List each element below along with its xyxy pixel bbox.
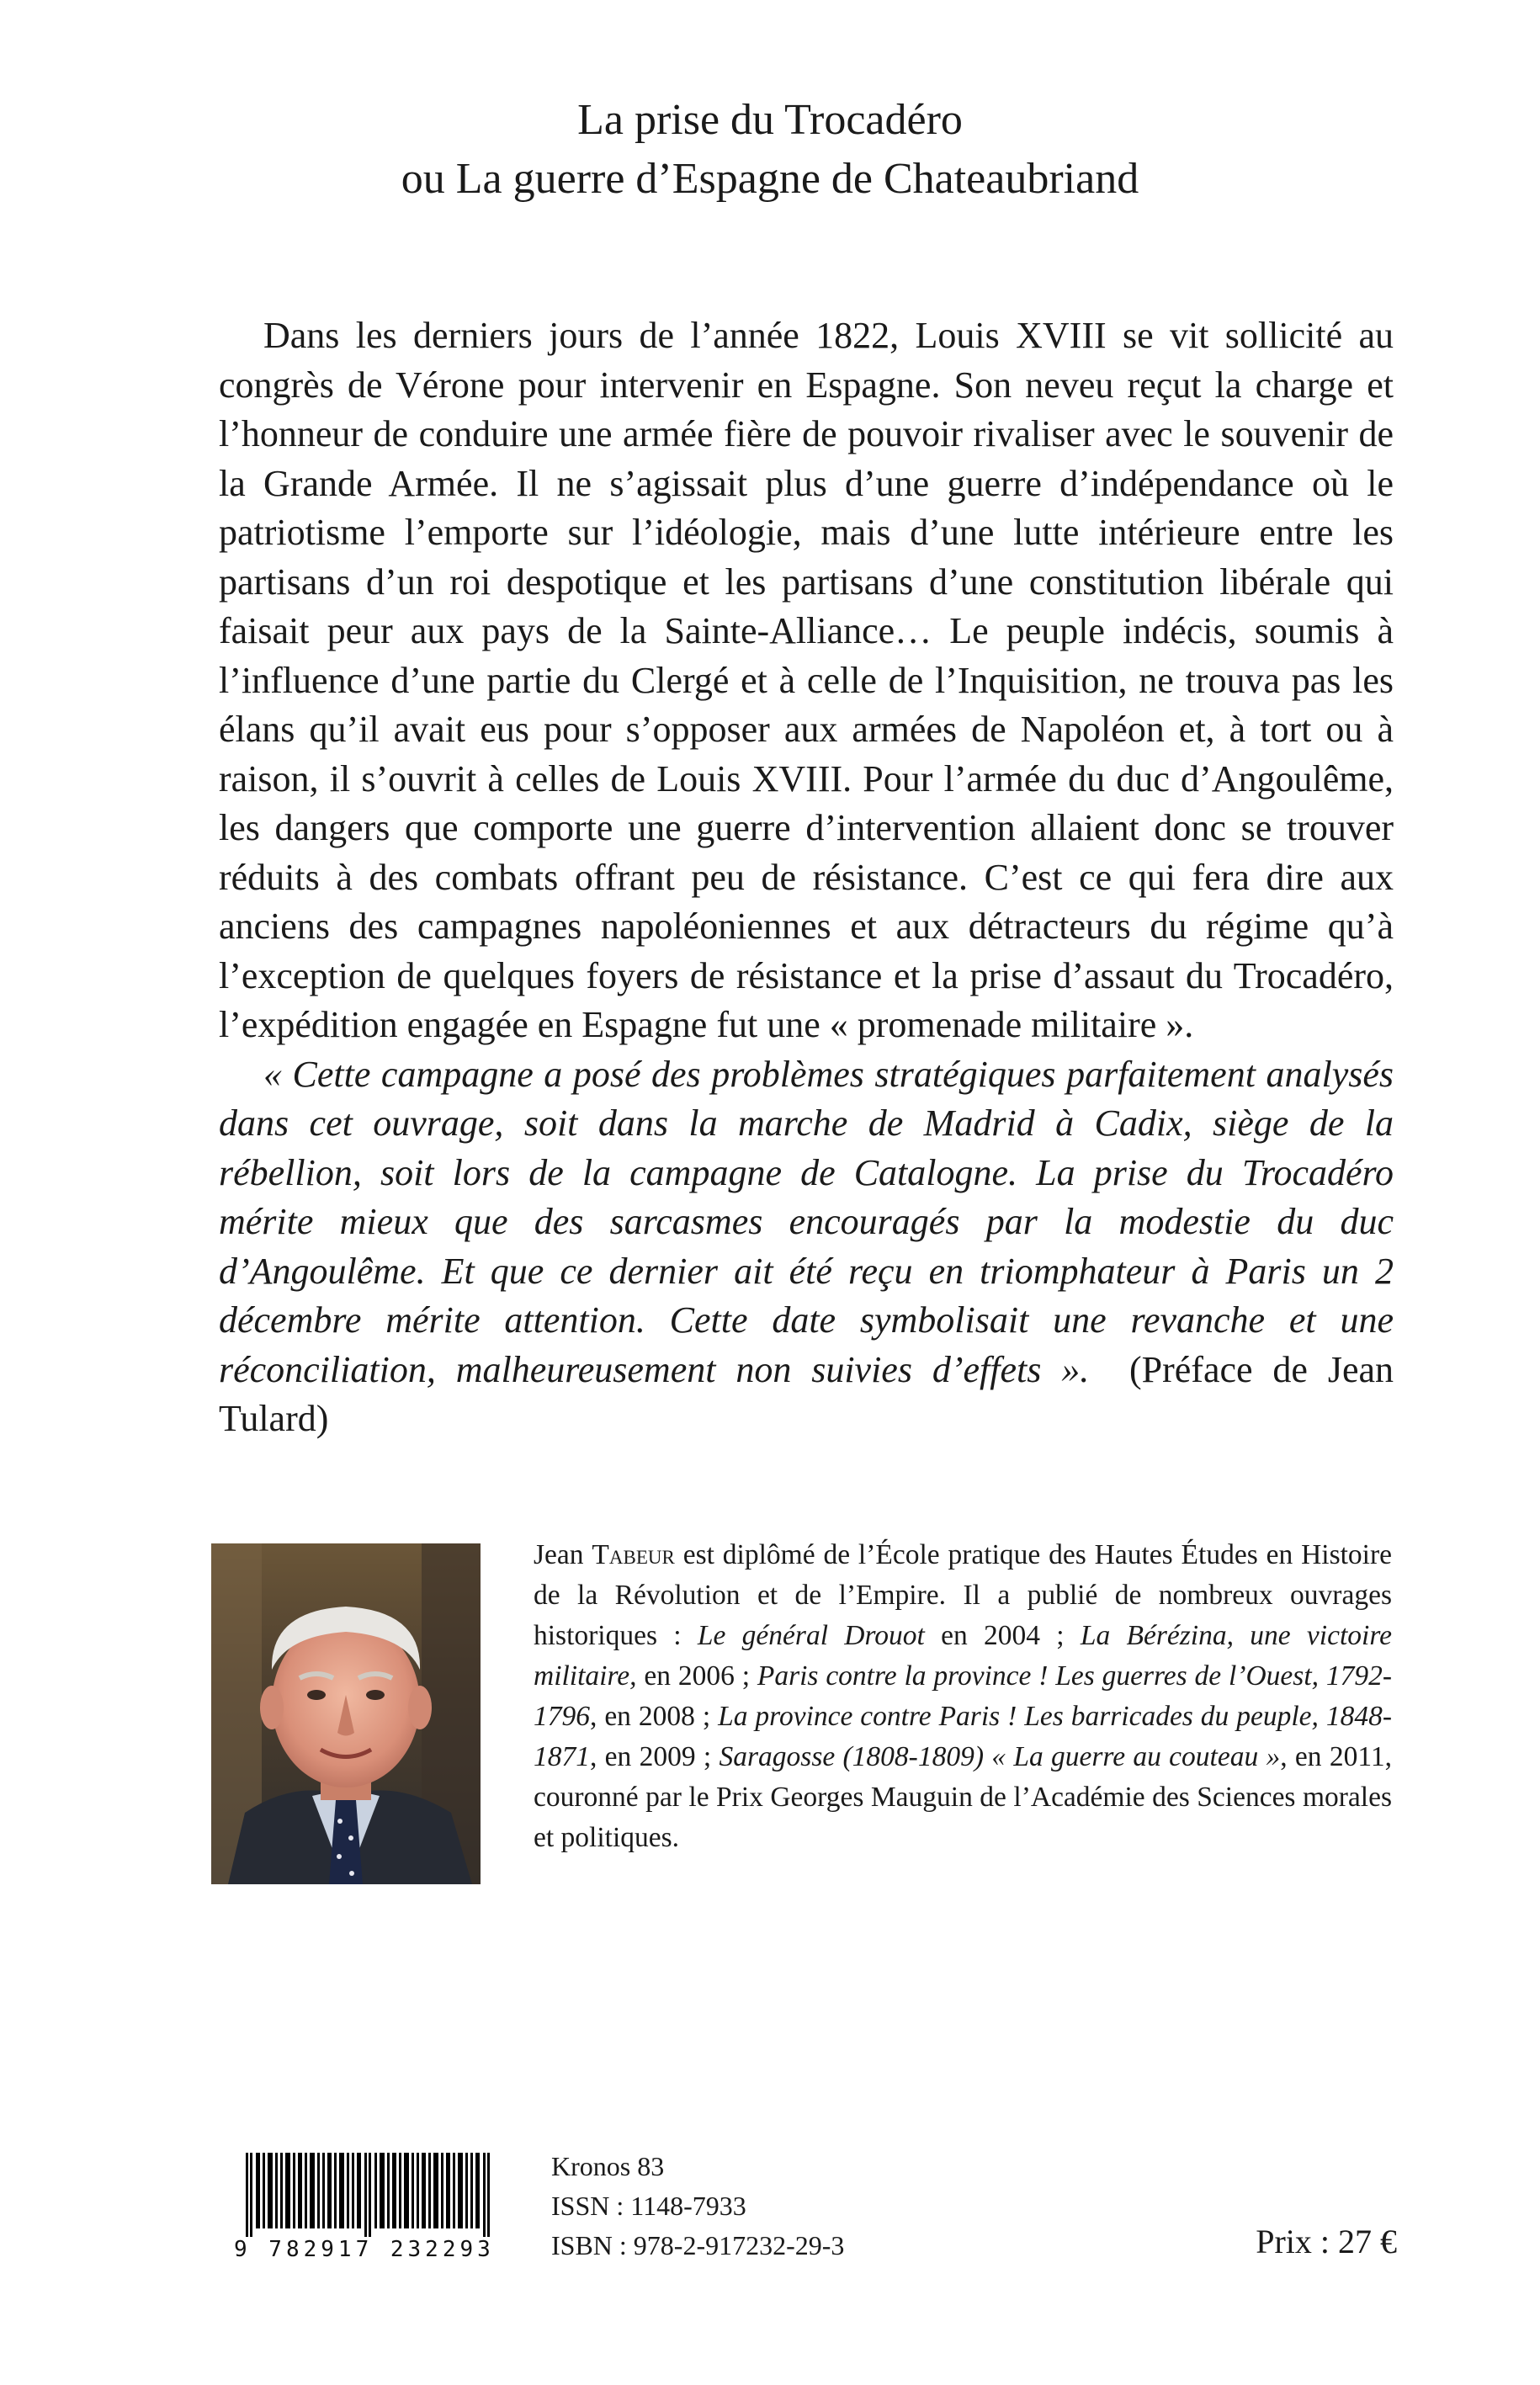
preface-quote-text: « Cette campagne a posé des problèmes stratégiques parfaitement analysés dans cet ouvrage, soit dans la marche de Madrid à Cadix, siège de la rébellion, soit lors de la campagne de Catalogne. La prise du Trocadéro mérite mieux que des sarcasmes encouragés par la modestie du duc d’Angoulême. Et que ce dernier ait été reçu en triomphateur à Paris un 2 décembre mérite attention. Cette date symbolisait une revanche et une réconciliation, malheureusement non suivies d’effets ». [219, 1053, 1394, 1390]
isbn-label: ISBN : 978-2-917232-29-3 [551, 2230, 845, 2260]
book-title-1: Le général Drouot [697, 1620, 925, 1651]
book-title-3: Paris contre la province ! Les guerres de l’Ouest, 1792-1796 [534, 1660, 1393, 1732]
author-photo [211, 1543, 481, 1884]
book-title-2: La Bérézina, une victoire militaire, [534, 1620, 1392, 1692]
title-line-2: ou La guerre d’Espagne de Chateaubriand [401, 155, 1139, 203]
book-year-1: en 2004 ; [941, 1620, 1065, 1651]
author-last-name: Tabeur [592, 1539, 675, 1570]
blurb [219, 311, 1394, 1444]
title-line-1: La prise du Trocadéro [577, 96, 963, 144]
book-year-5: , en 2011, couronné par le Prix Georges Mauguin de l’Académie des Sciences morales et politiques. [534, 1741, 1392, 1853]
publication-info [551, 2147, 844, 2265]
author-bio-intro: est diplômé de l’École pratique des Hautes Études en Histoire de la Révolution et de l’Empire. Il a publié de nombreux ouvrages historiques : [534, 1539, 1393, 1651]
book-title [0, 91, 1540, 209]
preface-quote [219, 1050, 1394, 1444]
book-year-3: , en 2008 ; [590, 1701, 711, 1732]
price-label: Prix : 27 € [1256, 2223, 1397, 2260]
book-year-4: , en 2009 ; [590, 1741, 712, 1772]
author-first-name: Jean [534, 1539, 584, 1570]
preface-attribution: (Préface de Jean Tulard) [219, 1348, 1394, 1439]
blurb-paragraph: Dans les derniers jours de l’année 1822, Louis XVIII se vit sollicité au congrès de Vérone pour intervenir en Espagne. Son neveu reçut la charge et l’honneur de conduire une armée fière de pouvoir rivaliser avec le souvenir de la Grande Armée. Il ne s’agissait plus d’une guerre d’indépendance où le patriotisme l’emporte sur l’idéologie, mais d’une lutte intérieure entre les partisans d’un roi despotique et les partisans d’une constitution libérale qui faisait peur aux pays de la Sainte-Alliance… Le peuple indécis, soumis à l’influence d’une partie du Clergé et à celle de l’Inquisition, ne trouva pas les élans qu’il avait eus pour s’opposer aux armées de Napoléon et, à tort ou à raison, il s’ouvrit à celles de Louis XVIII. Pour l’armée du duc d’Angoulême, les dangers que comporte une guerre d’intervention allaient donc se trouver réduits à des combats offrant peu de résistance. C’est ce qui fera dire aux anciens des campagnes napoléoniennes et aux détracteurs du régime qu’à l’exception de quelques foyers de résistance et la prise d’assaut du Trocadéro, l’expédition engagée en Espagne fut une « promenade militaire ». [219, 315, 1394, 1045]
book-title-5: Saragosse (1808-1809) « La guerre au couteau » [719, 1741, 1281, 1772]
collection-label: Kronos 83 [551, 2151, 665, 2181]
author-bio [534, 1535, 1392, 1858]
issn-label: ISSN : 1148-7933 [551, 2191, 746, 2221]
book-year-2: en 2006 ; [644, 1660, 751, 1692]
barcode-bars [234, 2153, 512, 2237]
barcode-digits: 9 782917 232293 [234, 2237, 495, 2262]
author-portrait-image [211, 1543, 481, 1884]
book-title-4: La province contre Paris ! Les barricades du peuple, 1848-1871 [534, 1701, 1392, 1772]
